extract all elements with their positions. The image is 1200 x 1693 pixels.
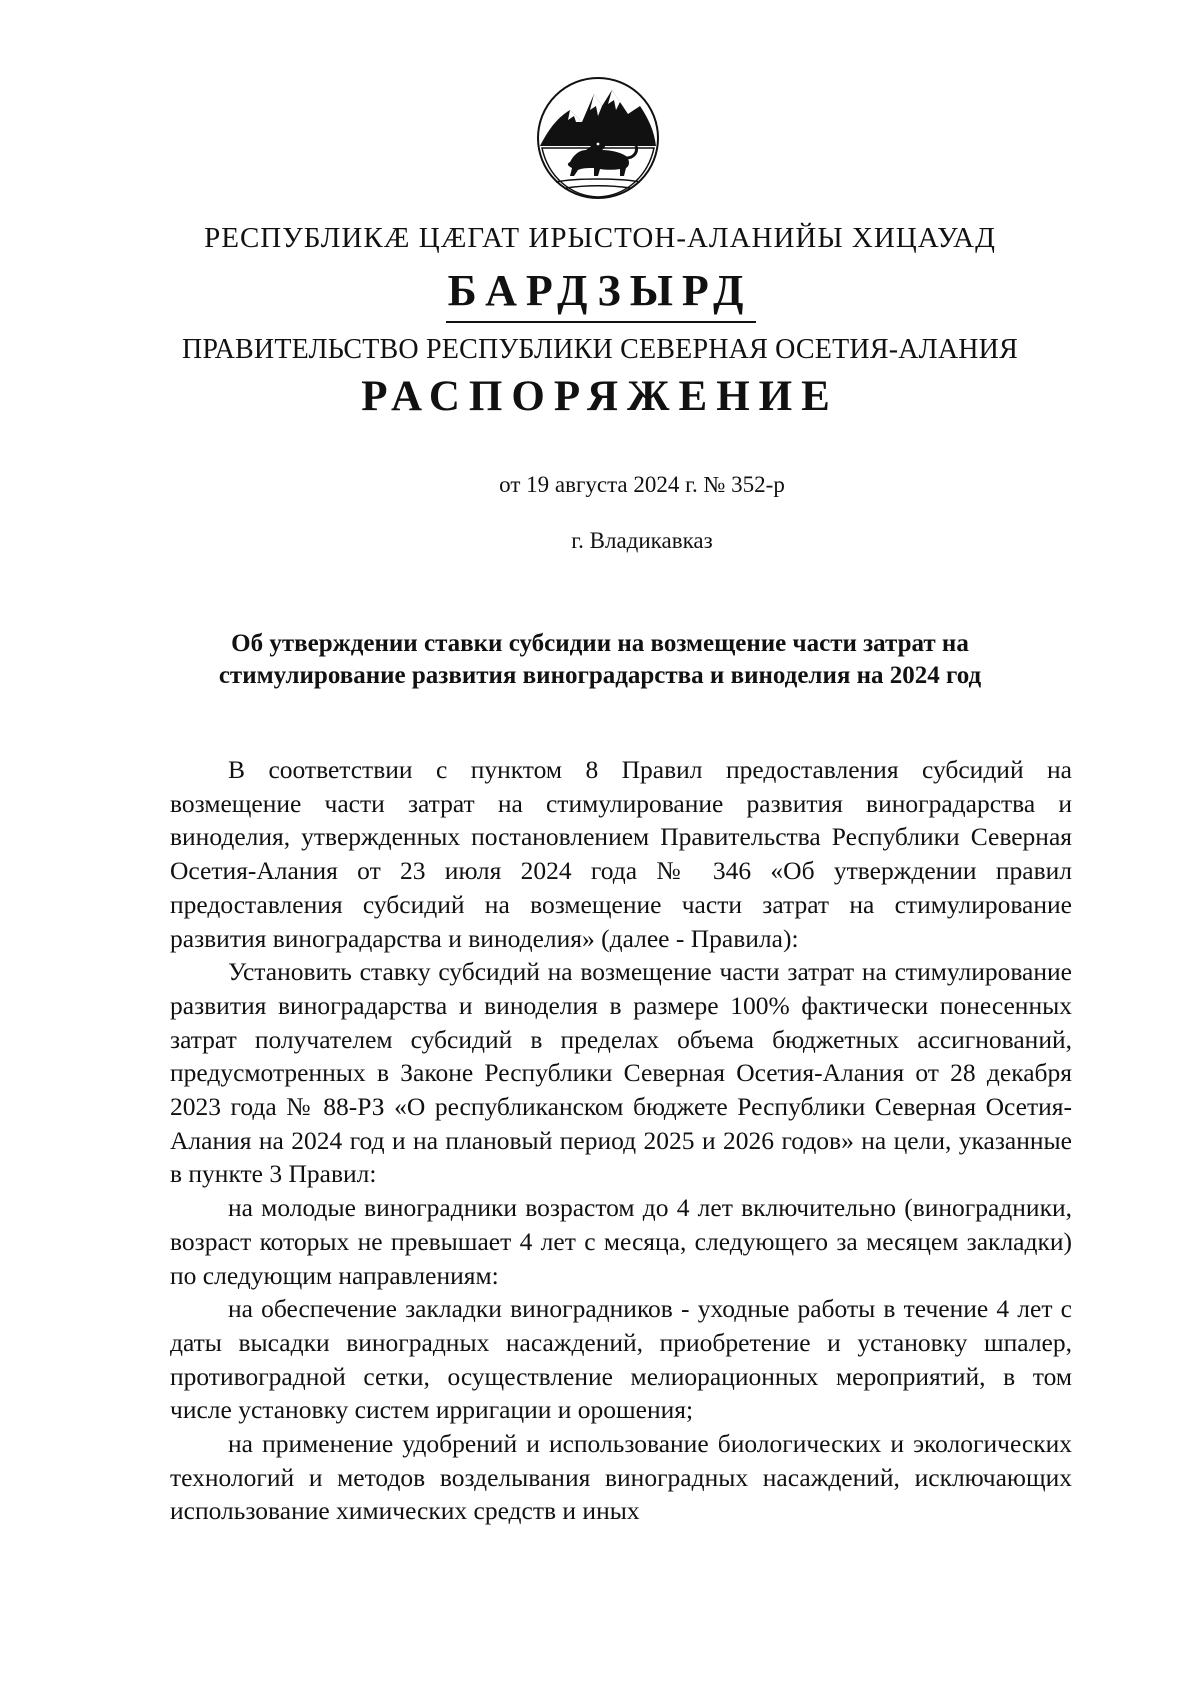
ossetian-government-name: РЕСПУБЛИКÆ ЦÆГАТ ИРЫСТОН-АЛАНИЙЫ ХИЦАУАД [204,222,996,254]
ossetian-document-type: БАРДЗЫРД [447,266,753,315]
body-paragraph-planting: на обеспечение закладки виноградников - уходные работы в течение 4 лет с даты высадки виноградных насаждений, приобретение и установку шпалер, противоградной сетки, осуществление мелиорационных мероприятий, в том числе установку систем ирригации и орошения; [170,1294,1072,1425]
document-body [170,753,1072,1528]
russian-government-name: ПРАВИТЕЛЬСТВО РЕСПУБЛИКИ СЕВЕРНАЯ ОСЕТИЯ-АЛАНИЯ [182,334,1018,365]
document-city: г. Владикавказ [571,528,713,553]
body-paragraph-preamble: В соответствии с пунктом 8 Правил предоставления субсидий на возмещение части затрат на стимулирование развития виноградарства и виноделия, утвержденных постановлением Правительства Республики Северная Осетия-Алания от 23 июля 2024 года № 346 «Об утверждении правил предоставления субсидий на возмещение части затрат на стимулирование развития виноградарства и виноделия» (далее - Правила): [170,755,1072,953]
body-paragraph-young-vineyards: на молодые виноградники возрастом до 4 лет включительно (виноградники, возраст которых не превышает 4 лет с месяца, следующего за месяцем закладки) по следующим направлениям: [170,1193,1072,1290]
header-divider [446,321,756,323]
coat-of-arms-icon [536,76,660,200]
document-date-number: от 19 августа 2024 г. № 352-р [499,472,785,497]
body-paragraph-rate: Установить ставку субсидий на возмещение части затрат на стимулирование развития виноградарства и виноделия в размере 100% фактически понесенных затрат получателем субсидий в пределах объема бюджетных ассигнований, предусмотренных в Законе Республики Северная Осетия-Алания от 28 декабря 2023 года № 88-РЗ «О республиканском бюджете Республики Северная Осетия-Алания на 2024 год и на плановый период 2025 и 2026 годов» на цели, указанные в пункте 3 Правил: [170,957,1072,1189]
russian-document-type: РАСПОРЯЖЕНИЕ [361,373,839,420]
body-paragraph-fertilizers: на применение удобрений и использование биологических и экологических технологий и методов возделывания виноградных насаждений, исключающих использование химических средств и иных [170,1429,1072,1526]
document-subject: Об утверждении ставки субсидии на возмещение части затрат на стимулирование развития виноградарства и виноделия на 2024 год [218,630,982,689]
